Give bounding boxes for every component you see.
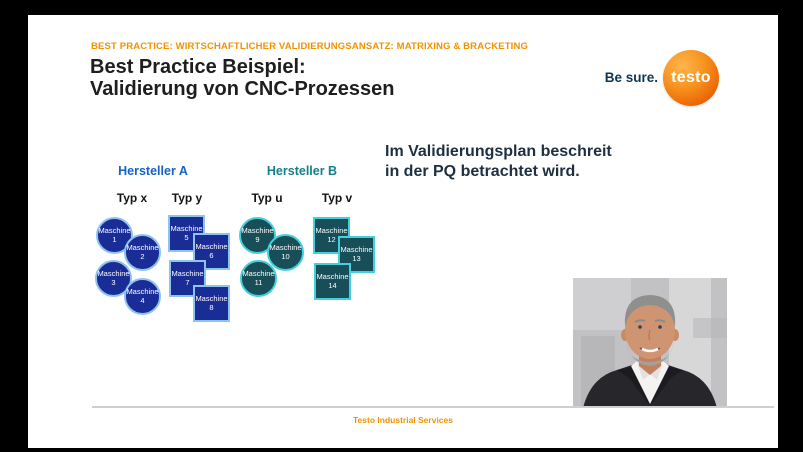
machine-node-5: Maschine 5: [168, 215, 205, 252]
kicker-label: BEST PRACTICE: WIRTSCHAFTLICHER VALIDIERUNGSANSATZ: MATRIXING & BRACKETING: [91, 41, 528, 52]
typ-v-label: Typ v: [321, 191, 353, 205]
machine-node-7: Maschine 7: [169, 260, 206, 297]
footer-label: Testo Industrial Services: [353, 415, 453, 425]
machine-node-13: Maschine 13: [338, 236, 375, 273]
body-text-line-1: Im Validierungsplan beschreit: [385, 143, 612, 160]
machine-node-12: Maschine 12: [313, 217, 350, 254]
hersteller-b-header: Hersteller B: [266, 164, 338, 178]
machine-node-3: Maschine 3: [95, 260, 132, 297]
body-text-line-2: in der PQ betrachtet wird.: [385, 163, 580, 180]
machine-node-14: Maschine 14: [314, 263, 351, 300]
machine-node-10: Maschine 10: [267, 234, 304, 271]
body-text: [385, 142, 612, 182]
machine-node-11: Maschine 11: [240, 260, 277, 297]
machine-node-4: Maschine 4: [124, 278, 161, 315]
machine-node-8: Maschine 8: [193, 285, 230, 322]
typ-u-label: Typ u: [251, 191, 283, 205]
hersteller-a-header: Hersteller A: [118, 164, 188, 178]
testo-logo: [663, 50, 719, 106]
typ-x-label: Typ x: [116, 191, 148, 205]
typ-y-label: Typ y: [171, 191, 203, 205]
machine-node-9: Maschine 9: [239, 217, 276, 254]
machine-node-2: Maschine 2: [124, 234, 161, 271]
machine-node-6: Maschine 6: [193, 233, 230, 270]
presenter-portrait-illustration: [573, 278, 727, 408]
title-line-1: Best Practice Beispiel:: [90, 56, 306, 78]
footer-rule: [92, 406, 774, 408]
besure-tagline: Be sure.: [604, 70, 658, 85]
title-line-2: Validierung von CNC-Prozessen: [90, 78, 395, 100]
slide-canvas: [28, 15, 778, 448]
page-title: [90, 56, 395, 100]
brand-label: testo: [671, 69, 711, 86]
presenter-photo: [573, 278, 727, 408]
machine-node-1: Maschine 1: [96, 217, 133, 254]
